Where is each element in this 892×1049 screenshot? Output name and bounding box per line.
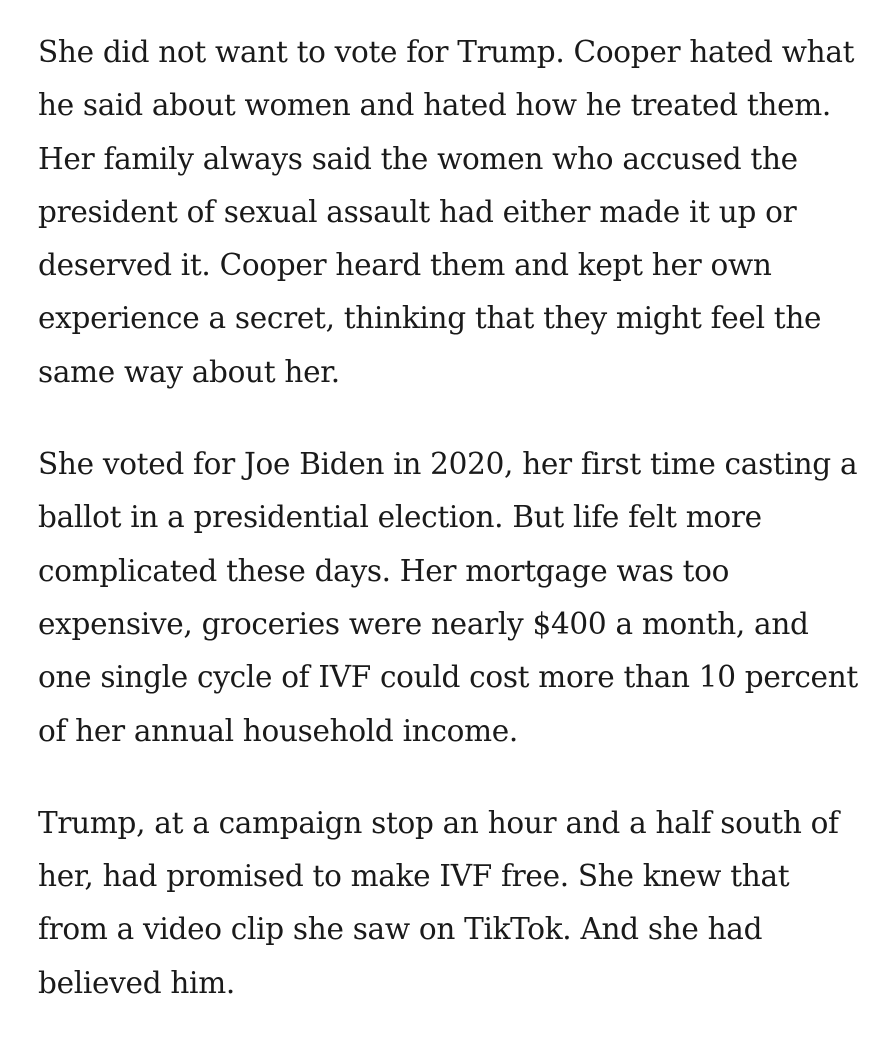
paragraph-line: She did not want to vote for Trump. Cooper hated what — [38, 35, 855, 69]
paragraph-line: expensive, groceries were nearly $400 a month, and — [38, 606, 809, 641]
article-body — [38, 26, 878, 1049]
article-paragraph-2 — [38, 438, 878, 758]
paragraph-line: her, had promised to make IVF free. She knew that — [38, 859, 790, 894]
paragraph-line: he said about women and hated how he treated them. — [38, 88, 832, 123]
paragraph-line: believed him. — [38, 965, 235, 1000]
paragraph-line: Her family always said the women who accused the — [38, 141, 798, 176]
paragraph-line: same way about her. — [38, 354, 340, 389]
paragraph-line: experience a secret, thinking that they might feel the — [38, 301, 822, 336]
paragraph-line: Trump, at a campaign stop an hour and a half south of — [38, 805, 839, 840]
article-paragraph-3 — [38, 797, 878, 1010]
paragraph-line: of her annual household income. — [38, 713, 519, 748]
paragraph-line: one single cycle of IVF could cost more than 10 percent — [38, 660, 858, 695]
paragraph-line: She voted for Joe Biden in 2020, her first time casting a — [38, 447, 858, 482]
paragraph-line: complicated these days. Her mortgage was too — [38, 553, 730, 588]
article-paragraph-1 — [38, 26, 878, 399]
paragraph-line: president of sexual assault had either made it up or — [38, 194, 797, 229]
paragraph-line: ballot in a presidential election. But life felt more — [38, 500, 762, 535]
paragraph-line: from a video clip she saw on TikTok. And she had — [38, 912, 763, 947]
paragraph-line: deserved it. Cooper heard them and kept her own — [38, 248, 772, 283]
